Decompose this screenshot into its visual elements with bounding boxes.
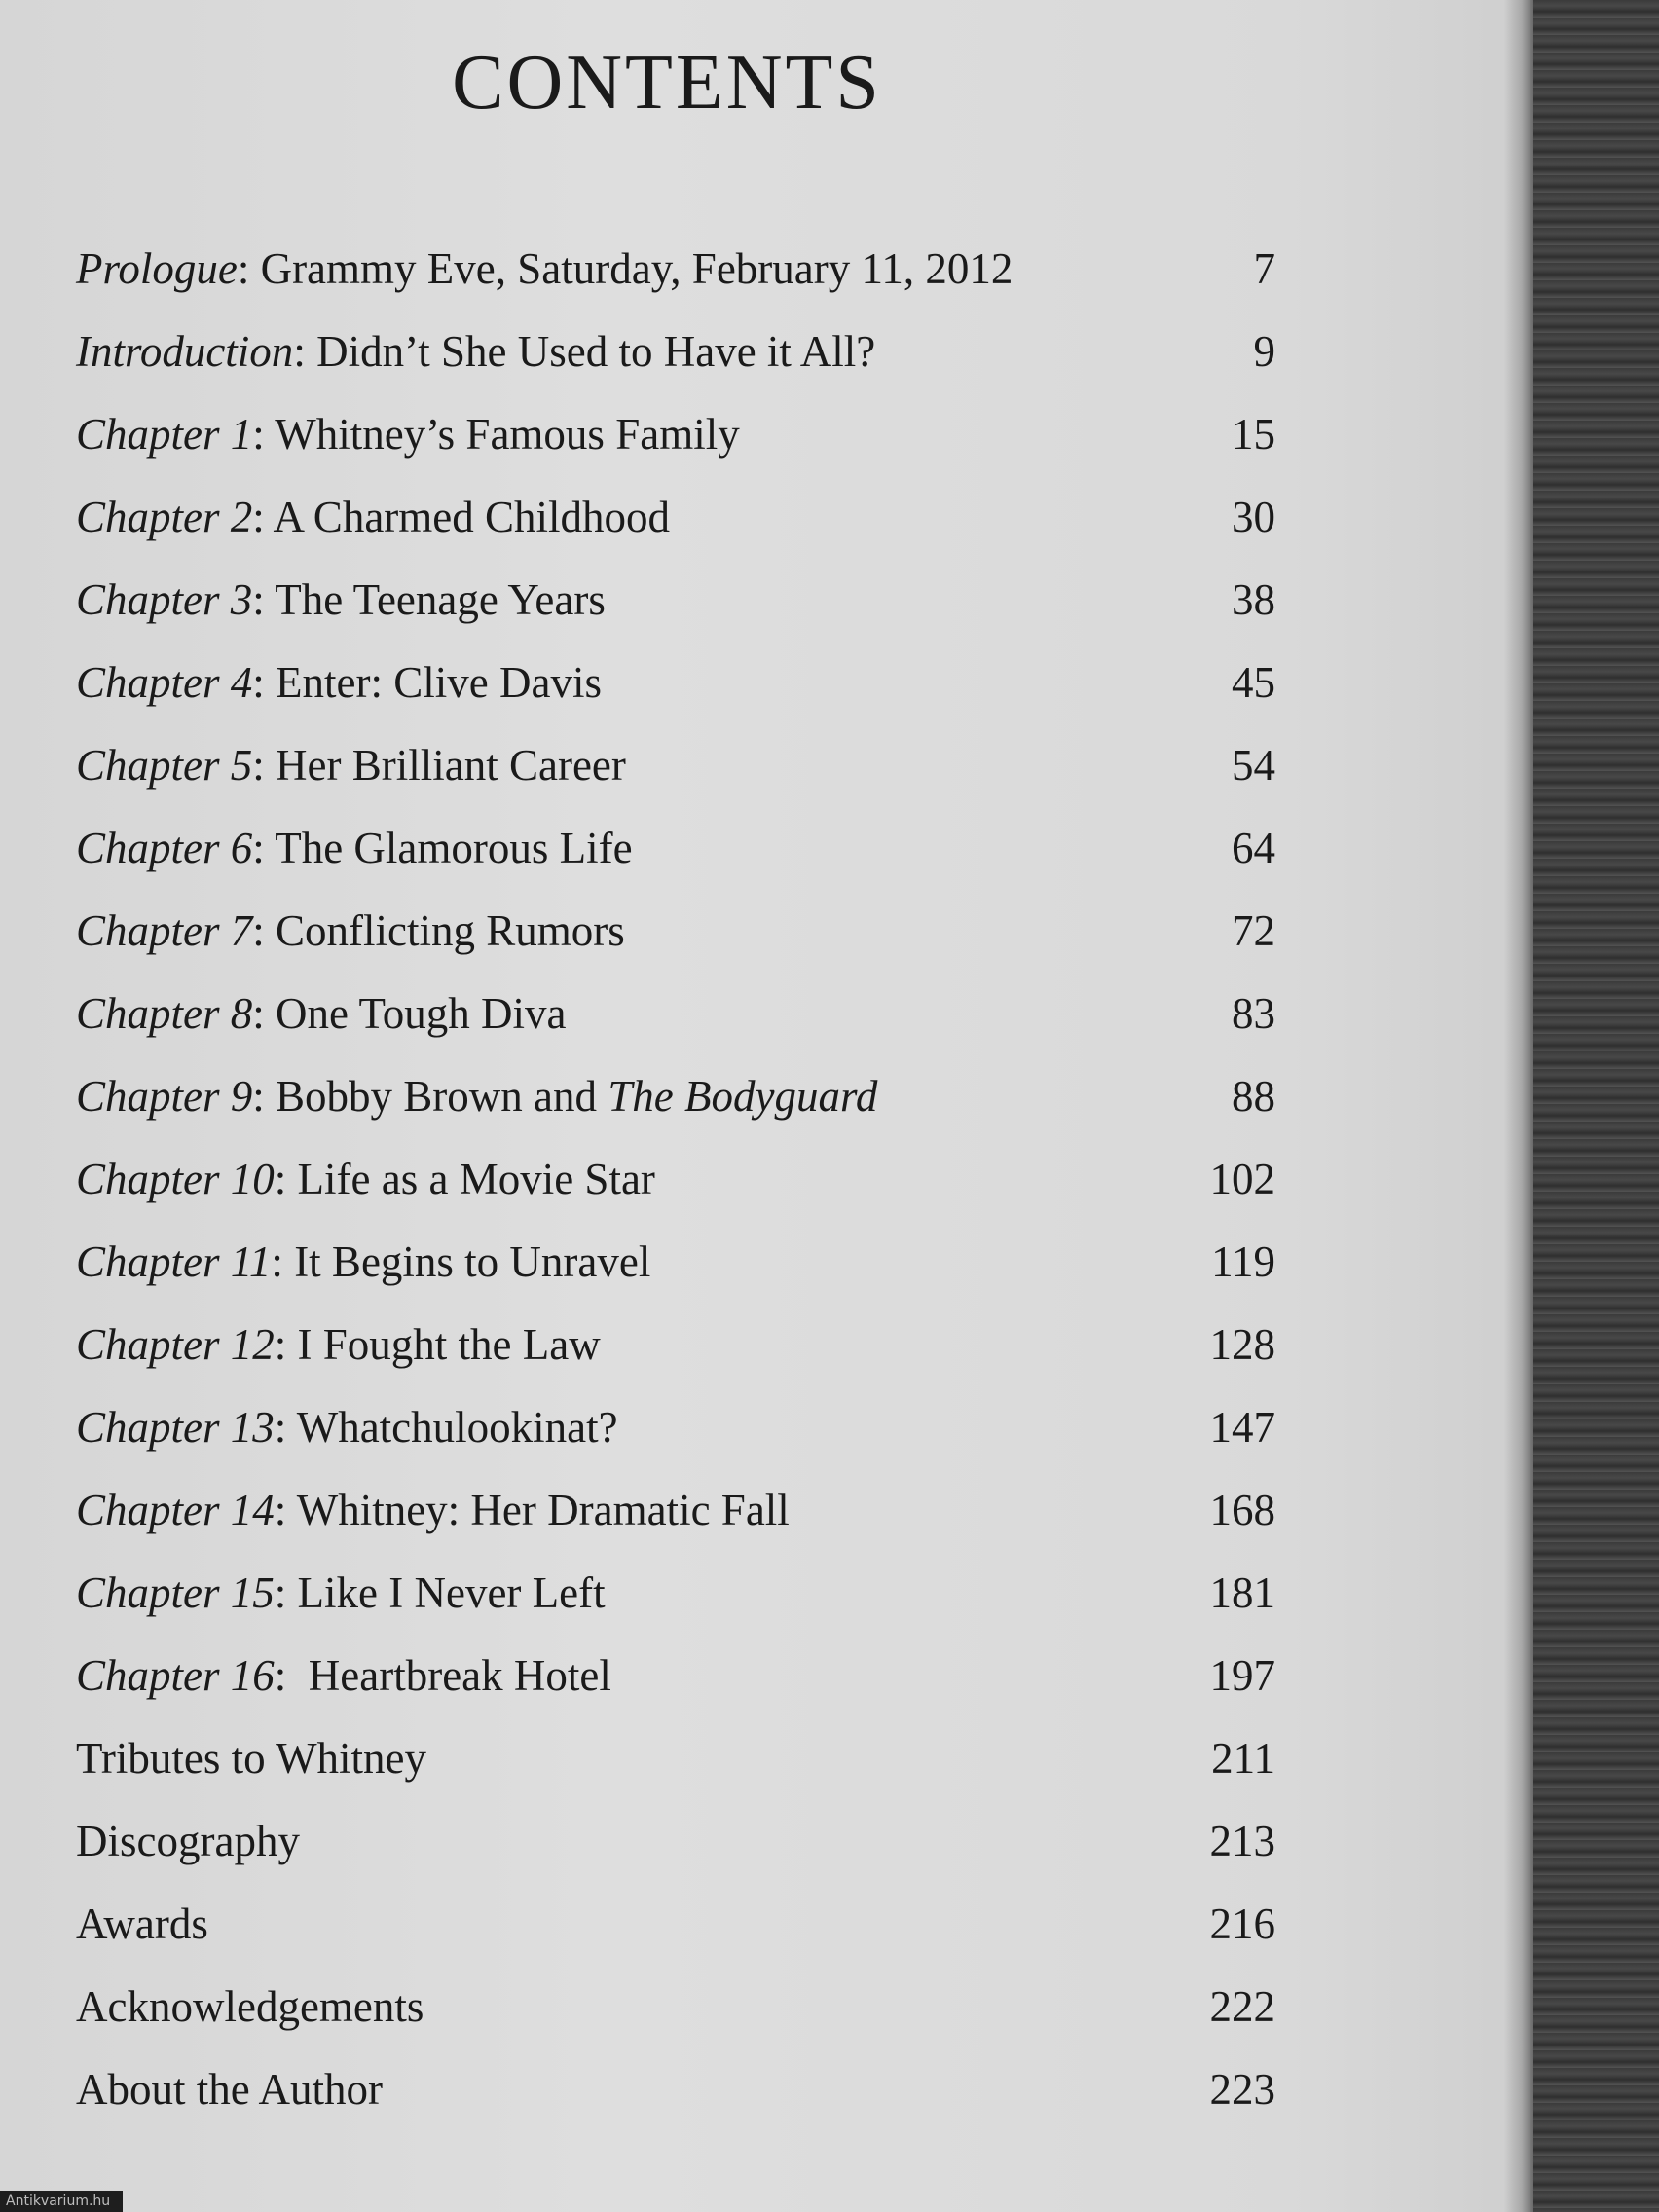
entry-title: About the Author (76, 2065, 383, 2114)
entry-page-number: 168 (1209, 1486, 1275, 1534)
entry-title: It Begins to Unravel (294, 1237, 651, 1286)
toc-entry (0, 1899, 1363, 1981)
entry-title: Acknowledgements (76, 1982, 424, 2031)
entry-text: Chapter 2: A Charmed Childhood (76, 493, 671, 541)
table-of-contents (0, 243, 1363, 2147)
entry-title: Didn’t She Used to Have it All? (316, 327, 876, 376)
toc-entry (0, 1402, 1363, 1485)
entry-page-number: 211 (1211, 1734, 1275, 1783)
entry-text: Introduction: Didn’t She Used to Have it All? (76, 327, 876, 376)
entry-text: Chapter 3: The Teenage Years (76, 575, 606, 624)
toc-entry (0, 988, 1363, 1071)
entry-label: Chapter 16 (76, 1651, 275, 1700)
entry-text: Chapter 14: Whitney: Her Dramatic Fall (76, 1486, 790, 1534)
entry-text (76, 1816, 300, 1866)
entry-title: One Tough Diva (276, 989, 567, 1038)
toc-entry (0, 740, 1363, 823)
entry-page-number: 222 (1209, 1982, 1275, 2031)
entry-page-number: 147 (1209, 1403, 1275, 1452)
entry-text: Chapter 5: Her Brilliant Career (76, 741, 626, 790)
entry-title: Tributes to Whitney (76, 1734, 427, 1783)
entry-page-number: 102 (1209, 1155, 1275, 1203)
entry-text: Chapter 8: One Tough Diva (76, 989, 567, 1038)
entry-page-number: 45 (1232, 658, 1275, 707)
entry-label: Introduction (76, 327, 294, 376)
entry-page-number: 128 (1209, 1320, 1275, 1369)
entry-page-number: 72 (1232, 906, 1275, 955)
entry-title: Whitney’s Famous Family (275, 410, 740, 459)
entry-title: The Teenage Years (275, 575, 606, 624)
entry-label: Chapter 14 (76, 1486, 275, 1534)
entry-text: Chapter 9: Bobby Brown and The Bodyguard (76, 1072, 878, 1121)
toc-entry (0, 823, 1363, 905)
toc-entry (0, 657, 1363, 740)
entry-text: Chapter 15: Like I Never Left (76, 1568, 606, 1617)
entry-title: A Charmed Childhood (273, 493, 671, 541)
entry-label: Chapter 5 (76, 741, 253, 790)
toc-entry (0, 492, 1363, 574)
entry-label: Chapter 12 (76, 1320, 275, 1369)
entry-page-number: 223 (1209, 2065, 1275, 2114)
entry-label: Chapter 10 (76, 1155, 275, 1203)
toc-entry (0, 905, 1363, 988)
entry-page-number: 181 (1209, 1568, 1275, 1617)
toc-entry (0, 1650, 1363, 1733)
entry-title: Enter: Clive Davis (276, 658, 602, 707)
toc-entry (0, 1567, 1363, 1650)
entry-title: Bobby Brown and (276, 1072, 608, 1121)
entry-page-number: 9 (1253, 327, 1275, 376)
entry-title-italic: The Bodyguard (608, 1072, 878, 1121)
entry-label: Chapter 7 (76, 906, 253, 955)
toc-entry (0, 1733, 1363, 1816)
entry-text: Chapter 13: Whatchulookinat? (76, 1403, 618, 1452)
entry-text: Chapter 11: It Begins to Unravel (76, 1237, 651, 1286)
entry-text: Chapter 10: Life as a Movie Star (76, 1155, 655, 1203)
entry-page-number: 64 (1232, 824, 1275, 872)
entry-page-number: 88 (1232, 1072, 1275, 1121)
page-edge (1504, 0, 1533, 2212)
entry-page-number: 216 (1209, 1899, 1275, 1948)
toc-entry (0, 1319, 1363, 1402)
entry-label: Chapter 8 (76, 989, 253, 1038)
entry-page-number: 15 (1232, 410, 1275, 459)
entry-label: Chapter 6 (76, 824, 253, 872)
entry-title: Life as a Movie Star (297, 1155, 655, 1203)
entry-text: Prologue: Grammy Eve, Saturday, February 11, 2012 (76, 244, 1014, 293)
entry-text: Chapter 6: The Glamorous Life (76, 824, 633, 872)
entry-label: Chapter 15 (76, 1568, 275, 1617)
toc-entry (0, 1485, 1363, 1567)
entry-text (76, 1981, 424, 2032)
toc-entry (0, 1236, 1363, 1319)
page-title: CONTENTS (452, 40, 882, 126)
entry-title: Her Brilliant Career (276, 741, 626, 790)
entry-title: I Fought the Law (297, 1320, 601, 1369)
toc-entry (0, 1981, 1363, 2064)
entry-label: Chapter 9 (76, 1072, 253, 1121)
entry-page-number: 54 (1232, 741, 1275, 790)
book-binding (1533, 0, 1659, 2212)
entry-title: Discography (76, 1817, 300, 1865)
entry-title: Grammy Eve, Saturday, February 11, 2012 (260, 244, 1014, 293)
entry-text: Chapter 12: I Fought the Law (76, 1320, 601, 1369)
toc-entry (0, 326, 1363, 409)
entry-label: Chapter 2 (76, 493, 253, 541)
entry-label: Chapter 1 (76, 410, 253, 459)
entry-title: Like I Never Left (297, 1568, 606, 1617)
entry-text (76, 2064, 383, 2115)
toc-entry (0, 409, 1363, 492)
entry-label: Chapter 3 (76, 575, 253, 624)
entry-label: Chapter 13 (76, 1403, 275, 1452)
entry-text: Chapter 7: Conflicting Rumors (76, 906, 625, 955)
entry-title: Whitney: Her Dramatic Fall (296, 1486, 790, 1534)
entry-page-number: 197 (1209, 1651, 1275, 1700)
toc-entry (0, 2064, 1363, 2147)
watermark: Antikvarium.hu (0, 2191, 123, 2212)
entry-text: Chapter 16: Heartbreak Hotel (76, 1651, 611, 1700)
entry-page-number: 30 (1232, 493, 1275, 541)
entry-label: Chapter 4 (76, 658, 253, 707)
entry-page-number: 213 (1209, 1817, 1275, 1865)
entry-title: Conflicting Rumors (276, 906, 625, 955)
entry-text (76, 1899, 208, 1949)
toc-entry (0, 243, 1363, 326)
entry-title: Heartbreak Hotel (297, 1651, 611, 1700)
entry-page-number: 83 (1232, 989, 1275, 1038)
entry-page-number: 7 (1253, 244, 1275, 293)
entry-page-number: 119 (1211, 1237, 1275, 1286)
entry-label: Prologue (76, 244, 238, 293)
entry-text: Chapter 4: Enter: Clive Davis (76, 658, 602, 707)
entry-text: Chapter 1: Whitney’s Famous Family (76, 410, 740, 459)
entry-page-number: 38 (1232, 575, 1275, 624)
entry-title: Whatchulookinat? (296, 1403, 618, 1452)
entry-title: Awards (76, 1899, 208, 1948)
entry-title: The Glamorous Life (275, 824, 633, 872)
toc-entry (0, 574, 1363, 657)
entry-text (76, 1733, 426, 1784)
toc-entry (0, 1154, 1363, 1236)
toc-entry (0, 1071, 1363, 1154)
entry-label: Chapter 11 (76, 1237, 272, 1286)
toc-entry (0, 1816, 1363, 1899)
